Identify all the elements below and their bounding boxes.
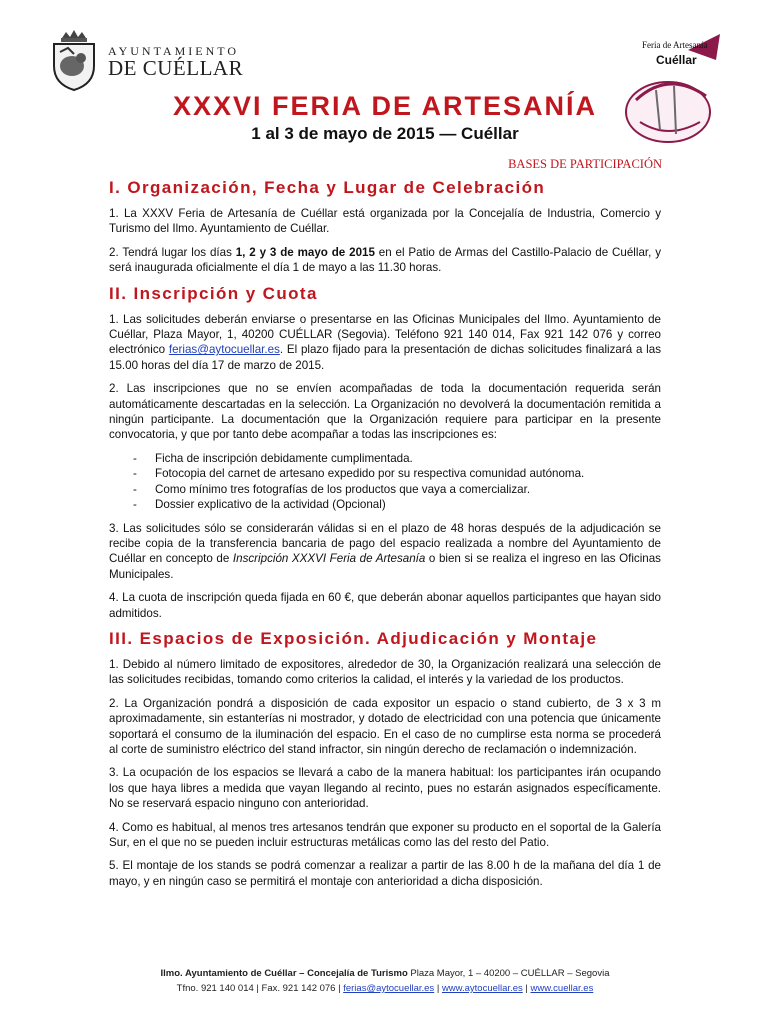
section-heading-1: I. Organización, Fecha y Lugar de Celebración <box>109 178 546 197</box>
document-body <box>109 178 661 897</box>
email-link[interactable]: ferias@aytocuellar.es <box>168 343 280 357</box>
logo-text-cuellar: Cuéllar <box>656 53 697 67</box>
page-footer <box>0 966 770 996</box>
list-item: - Dossier explicativo de la actividad (Opcional) <box>133 498 386 512</box>
section-heading-3: III. Espacios de Exposición. Adjudicación y Montaje <box>109 628 598 648</box>
footer-phones: Tfno. 921 140 014 | Fax. 921 142 076 | <box>176 983 344 994</box>
list-item: - Fotocopia del carnet de artesano expedido por su respectiva comunidad autónoma. <box>133 467 585 481</box>
letterhead <box>0 0 770 180</box>
paragraph: 3. Las solicitudes sólo se considerarán válidas si en el plazo de 48 horas después de la adjudicación se recibe copia de la transferencia bancaria de pago del espacio realizada a nombre del Ayuntamiento de Cuéllar en concepto de Inscripción XXXVI Feria de Artesanía o bien si se realiza el ingreso en las Oficinas Municipales. <box>109 521 661 581</box>
paragraph: 1. La XXXV Feria de Artesanía de Cuéllar está organizada por la Concejalía de Industria, Comercio y Turismo del Ilmo. Ayuntamiento de Cuéllar. <box>109 207 661 236</box>
dates-bold: 1, 2 y 3 de mayo de 2015 <box>235 245 375 259</box>
paragraph: 2. La Organización pondrá a disposición de cada expositor un espacio o stand cubierto, de 3 x 3 m aproximadamente, sin estanterías ni mostrador, y dotado de electricidad con una potencia que únicamente soportará el consumo de la iluminación del espacio. En el caso de no cumplirse esta norma se procederá al corte de suministro eléctrico del stand infractor, sin ningún derecho de reclamación o indemnización. <box>109 696 661 756</box>
paragraph: 2. Las inscripciones que no se envíen acompañadas de toda la documentación requerida serán automáticamente descartadas en la selección. La Organización no devolverá la documentación remitida a ningún participante. La documentación que la Organización requiere para participar en la presente convocatoria, y que por tanto debe acompañar a todas las inscripciones es: <box>109 382 661 442</box>
footer-line-2: Tfno. 921 140 014 | Fax. 921 142 076 | ferias@aytocuellar.es | www.aytocuellar.es | www.cuellar.es <box>176 983 594 994</box>
footer-line-1 <box>0 966 770 981</box>
footer-org: Ilmo. Ayuntamiento de Cuéllar – Concejalía de Turismo <box>160 968 408 979</box>
paragraph: 4. Como es habitual, al menos tres artesanos tendrán que exponer su producto en el soportal de la Galería Sur, en el que no se pueden incluir estructuras metálicas como las del resto del Patio. <box>109 820 661 849</box>
paragraph: 5. El montaje de los stands se podrá comenzar a realizar a partir de las 8.00 h de la mañana del día 1 de mayo, y en ningún caso se permitirá el montaje con anterioridad a dicha disposición. <box>109 859 661 888</box>
list-item: - Como mínimo tres fotografías de los productos que vaya a comercializar. <box>133 482 531 496</box>
requirements-list <box>109 451 661 513</box>
footer-web-link-2[interactable]: www.cuellar.es <box>530 983 594 994</box>
logo-text-feria: Feria de Artesanía <box>642 40 708 50</box>
footer-web-link-1[interactable]: www.aytocuellar.es <box>441 983 523 994</box>
paragraph: 3. La ocupación de los espacios se llevará a cabo de la manera habitual: los participantes irán ocupando los que haya libres a medida que vayan llegando al recinto, pues no estarán asignados específicamente. No se reservará espacio ninguno con anterioridad. <box>109 766 661 811</box>
page-subtitle: 1 al 3 de mayo de 2015 — Cuéllar <box>251 124 519 143</box>
paragraph: 2. Tendrá lugar los días 1, 2 y 3 de mayo de 2015 en el Patio de Armas del Castillo-Palacio de Cuéllar, y será inaugurada oficialmente el día 1 de mayo a las 11.30 horas. <box>109 245 662 275</box>
paragraph: 1. Las solicitudes deberán enviarse o presentarse en las Oficinas Municipales del Ilmo. Ayuntamiento de Cuéllar, Plaza Mayor, 1, 40200 CUÉLLAR (Segovia). Teléfono 921 140 014, Fax 921 142 076 y correo electrónico ferias@aytocuellar.es. El plazo fijado para la presentación de dichas solicitudes finalizará a las 15.00 horas del día 17 de marzo de 2015. <box>109 312 662 372</box>
page-title: XXXVI FERIA DE ARTESANÍA <box>172 91 598 121</box>
ayuntamiento-label: AYUNTAMIENTO <box>108 44 240 58</box>
footer-address: Plaza Mayor, 1 – 40200 – CUÉLLAR – Segovia <box>407 968 610 979</box>
payment-concept: Inscripción XXXVI Feria de Artesanía <box>232 552 426 566</box>
bases-label: BASES DE PARTICIPACIÓN <box>508 157 662 171</box>
list-item: - Ficha de inscripción debidamente cumplimentada. <box>133 451 413 465</box>
section-heading-2: II. Inscripción y Cuota <box>109 283 318 303</box>
coat-of-arms-icon <box>48 28 100 92</box>
footer-email-link[interactable]: ferias@aytocuellar.es <box>343 983 435 994</box>
paragraph: 1. Debido al número limitado de expositores, alrededor de 30, la Organización realizará una selección de las solicitudes recibidas, tomando como criterios la calidad, el interés y la variedad de los productos. <box>109 657 661 687</box>
cuellar-label: DE CUÉLLAR <box>108 56 244 80</box>
paragraph: 4. La cuota de inscripción queda fijada en 60 €, que deberán abonar aquellos participantes que hayan sido admitidos. <box>109 591 661 620</box>
